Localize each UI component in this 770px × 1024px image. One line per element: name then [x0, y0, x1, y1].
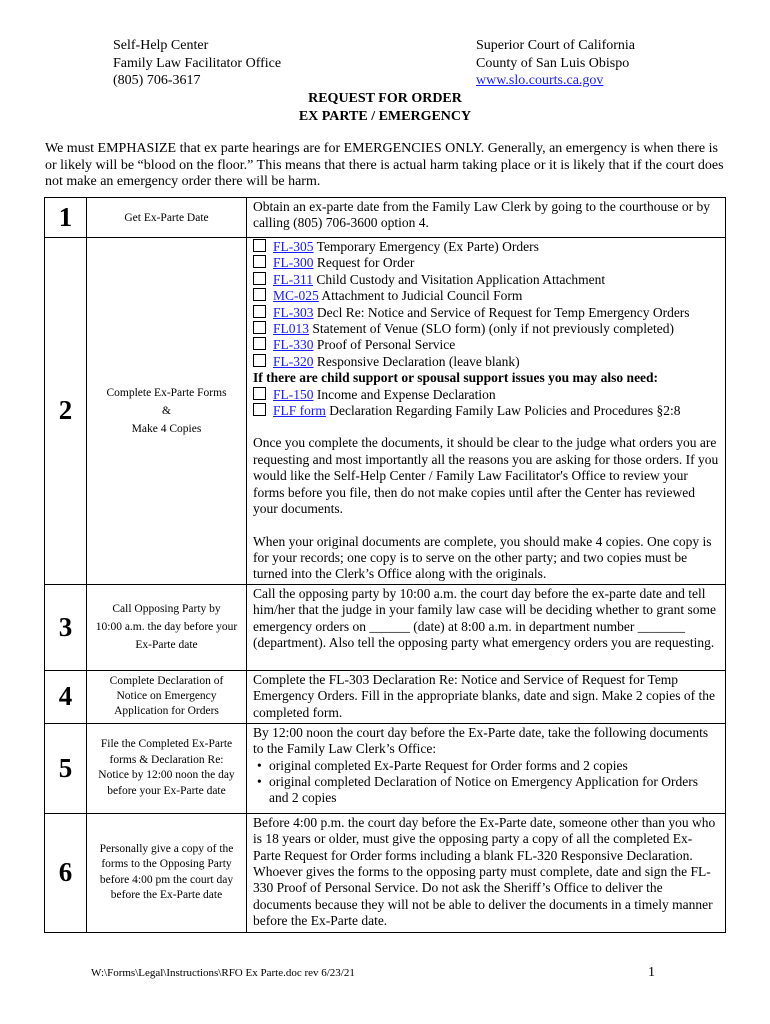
step-number: 6 — [45, 813, 87, 932]
copy-instructions: When your original documents are complete, you should make 4 copies. One copy is for your records; one copy is to serve on the other party; and two copies must be turned into the Clerk’s Office along with the originals. — [253, 533, 712, 582]
step-description: Complete the FL-303 Declaration Re: Notice and Service of Request for Temp Emergency Orders. Fill in the appropriate blanks, date and sign. Make 2 copies of the completed form. — [247, 670, 726, 723]
checkbox[interactable] — [253, 272, 266, 285]
review-instructions: Once you complete the documents, it should be clear to the judge what orders you are requesting and most importantly all the reasons you are asking for those orders. If you would like the Self-Help Center / Family Law Facilitator's Office to review your forms before you file, then do not make copies until after the Center has reviewed your documents. — [253, 435, 719, 517]
form-description: Child Custody and Visitation Application Attachment — [316, 271, 606, 287]
step-row-3 — [45, 584, 726, 670]
checkbox[interactable] — [253, 305, 266, 318]
step-row-1 — [45, 198, 726, 238]
step-label: Personally give a copy of the forms to the Opposing Party before 4:00 pm the court day before the Ex-Parte date — [87, 813, 247, 932]
step-label-line: Call Opposing Party by — [112, 603, 221, 616]
header-office-subtitle: Family Law Facilitator Office — [113, 55, 282, 71]
form-description: Decl Re: Notice and Service of Request for Temp Emergency Orders — [316, 304, 690, 320]
step-label-line: 10:00 a.m. the day before your Ex-Parte date — [95, 621, 238, 652]
step-number: 3 — [45, 584, 87, 670]
step-label: Get Ex-Parte Date — [87, 198, 247, 238]
page-number: 1 — [648, 965, 655, 980]
header-left — [113, 37, 281, 90]
step-label — [87, 584, 247, 670]
step-label — [87, 238, 247, 585]
step-number: 4 — [45, 670, 87, 723]
checkbox[interactable] — [253, 403, 266, 416]
footer-file-path: W:\Forms\Legal\Instructions\RFO Ex Parte.doc rev 6/23/21 — [91, 967, 355, 979]
header-court-name: Superior Court of California — [476, 38, 636, 53]
form-description: Statement of Venue (SLO form) (only if not previously completed) — [312, 321, 674, 337]
checkbox[interactable] — [253, 288, 266, 301]
list-item: • original completed Declaration of Notice on Emergency Application for Orders and 2 copies — [269, 774, 719, 807]
intro-paragraph: We must EMPHASIZE that ex parte hearings are for EMERGENCIES ONLY. Generally, an emergency is when there is or likely will be “blood on the floor.” This means that there is actual harm taking place or it is likely that if the court does not make an emergency order there will be harm. — [45, 141, 724, 189]
form-description: Temporary Emergency (Ex Parte) Orders — [316, 239, 539, 254]
step-label-line: Make 4 Copies — [131, 422, 202, 435]
form-description: Proof of Personal Service — [316, 337, 456, 353]
form-description: Responsive Declaration (leave blank) — [316, 353, 520, 369]
court-website-link[interactable]: www.slo.courts.ca.gov — [476, 73, 604, 88]
step-number: 1 — [45, 198, 87, 238]
form-description: Declaration Regarding Family Law Policies and Procedures §2:8 — [329, 403, 681, 419]
step-label-line: Complete Ex-Parte Forms — [106, 386, 227, 399]
form-checklist-item — [253, 403, 719, 419]
form-checklist-item — [253, 255, 719, 271]
form-link[interactable]: FLF form — [273, 403, 326, 419]
form-description: Request for Order — [316, 255, 415, 271]
title-line-2: EX PARTE / EMERGENCY — [298, 109, 472, 124]
form-link[interactable]: FL-330 — [273, 337, 314, 353]
header-right — [476, 37, 635, 90]
checkbox[interactable] — [253, 255, 266, 268]
step-row-4 — [45, 670, 726, 723]
step-number: 2 — [45, 238, 87, 585]
form-checklist-item — [253, 387, 719, 403]
form-link[interactable]: FL-303 — [273, 304, 314, 320]
form-link[interactable]: FL-300 — [273, 255, 314, 271]
header-county: County of San Luis Obispo — [476, 55, 630, 71]
step-description — [247, 723, 726, 813]
list-item: • original completed Ex-Parte Request for Order forms and 2 copies — [269, 758, 719, 774]
step-row-5 — [45, 723, 726, 813]
form-checklist-item — [253, 305, 719, 321]
checkbox[interactable] — [253, 239, 266, 252]
document-list — [253, 758, 719, 807]
header-office-name: Self-Help Center — [113, 38, 209, 53]
support-forms-heading: If there are child support or spousal support issues you may also need: — [253, 370, 659, 386]
form-link[interactable]: FL-150 — [273, 386, 314, 402]
step-description: Before 4:00 p.m. the court day before the Ex-Parte date, someone other than you who is 18 years or older, must give the opposing party a copy of all the completed Ex-Parte Request for Order forms including a blank FL-320 Responsive Declaration. Whoever gives the forms to the opposing party must complete, date and sign the FL-330 Proof of Personal Service. Do not ask the Sheriff’s Office to deliver the documents because they will not be able to deliver the documents in a timely manner before the Ex-Parte date. — [247, 813, 726, 932]
form-description: Income and Expense Declaration — [316, 386, 496, 402]
step-description: Obtain an ex-parte date from the Family Law Clerk by going to the courthouse or by calling (805) 706-3600 option 4. — [247, 198, 726, 238]
page-title — [0, 90, 770, 126]
step-description — [247, 238, 726, 585]
form-checklist-item — [253, 239, 719, 255]
form-link[interactable]: MC-025 — [273, 288, 319, 304]
step-number: 5 — [45, 723, 87, 813]
title-line-1: REQUEST FOR ORDER — [308, 91, 462, 106]
form-checklist-item — [253, 321, 719, 337]
step-label: Complete Declaration of Notice on Emergency Application for Orders — [87, 670, 247, 723]
step-intro-text: By 12:00 noon the court day before the Ex-Parte date, take the following documents to the Family Law Clerk’s Office: — [253, 724, 709, 757]
checkbox[interactable] — [253, 321, 266, 334]
step-label: File the Completed Ex-Parte forms & Declaration Re: Notice by 12:00 noon the day before your Ex-Parte date — [87, 723, 247, 813]
form-link[interactable]: FL-305 — [273, 239, 314, 254]
form-description: Attachment to Judicial Council Form — [321, 288, 523, 304]
form-checklist-item — [253, 272, 719, 288]
form-checklist-item — [253, 354, 719, 370]
checkbox[interactable] — [253, 387, 266, 400]
form-link[interactable]: FL-311 — [273, 271, 313, 287]
header-phone: (805) 706-3617 — [113, 73, 201, 88]
step-description: Call the opposing party by 10:00 a.m. the court day before the ex-parte date and tell him/her that the judge in your family law case will be deciding whether to grant some emergency orders on ______ (date) at 8:00 a.m. in department number _______ (department). Also tell the opposing party what emergency orders you are requesting. — [247, 584, 726, 670]
form-link[interactable]: FL013 — [273, 321, 310, 337]
step-label-line: & — [162, 404, 171, 417]
step-row-2 — [45, 238, 726, 585]
form-checklist-item — [253, 288, 719, 304]
step-row-6 — [45, 813, 726, 932]
checkbox[interactable] — [253, 337, 266, 350]
steps-table — [44, 197, 726, 933]
form-checklist-item — [253, 337, 719, 353]
form-link[interactable]: FL-320 — [273, 353, 314, 369]
checkbox[interactable] — [253, 354, 266, 367]
